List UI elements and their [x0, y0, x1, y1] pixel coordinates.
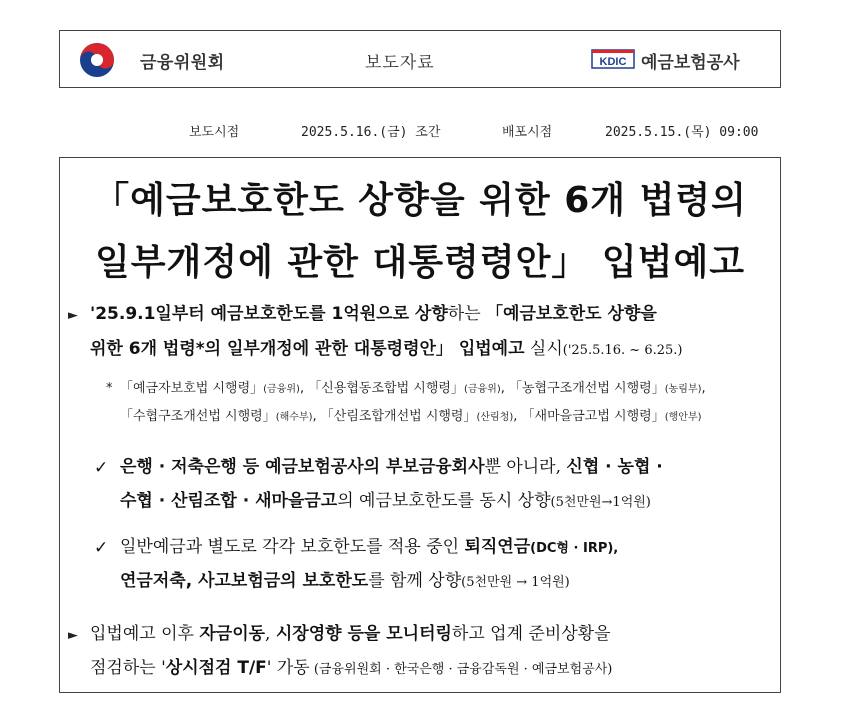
check-2-bold-b: 퇴직연금	[464, 537, 531, 557]
document-type-label: 보도자료	[365, 53, 435, 73]
header-box	[59, 30, 781, 88]
check-1-line-1	[120, 452, 663, 482]
bullet-1-bold-d: 위한 6개 법령*의 일부개정에 관한 대통령령안」 입법예고	[90, 339, 525, 359]
footnote-agency-4: (해수부)	[275, 412, 313, 423]
check-1-bold-d: 수협 · 산림조합 · 새마을금고	[120, 491, 338, 511]
check-1-bold-c: 신협 · 농협 ·	[566, 457, 663, 477]
bullet-1-period: ('25.5.16. ~ 6.25.)	[562, 343, 683, 358]
footnote-line-2	[120, 406, 702, 429]
check-2-bold-d: 연금저축, 사고보험금의 보호한도	[120, 571, 369, 591]
main-content-box	[59, 157, 781, 693]
footnote-law-3: , 「농협구조개선법 시행령」	[500, 381, 665, 396]
check-1-amount: (5천만원→1억원)	[550, 495, 651, 510]
check-2-line-1	[120, 532, 618, 564]
check-2-text-a: 일반예금과 별도로 각각 보호한도를 적용 중인	[120, 537, 465, 557]
bullet-1-text-e: 실시	[524, 339, 563, 359]
kdic-logo-icon	[591, 47, 635, 71]
check-1-line-2	[120, 486, 651, 518]
check-1-text-b: 뿐 아니라,	[484, 457, 567, 477]
footnote-star: *	[106, 381, 113, 396]
title-line-1: 「예금보호한도 상향을 위한 6개 법령의	[93, 180, 747, 221]
footnote-agency-5: (산림청)	[476, 412, 514, 423]
bullet-1-line-1	[90, 299, 657, 329]
bullet-2-bold-b: 자금이동	[199, 624, 266, 644]
footnote-agency-2: (금융위)	[463, 384, 501, 395]
kdic-org-name: 예금보험공사	[641, 53, 740, 73]
bullet-2-text-a: 입법예고 이후	[90, 624, 200, 644]
check-2-text-e: 를 함께 상향	[368, 571, 462, 591]
bullet-marker: ►	[68, 628, 78, 643]
bullet-2-text-e: 하고 업계 준비상황을	[451, 624, 611, 644]
footnote-law-2: , 「신용협동조합법 시행령」	[299, 381, 464, 396]
title-line-2: 일부개정에 관한 대통령령안」 입법예고	[94, 242, 746, 283]
bullet-1-text-b: 하는	[447, 304, 487, 324]
bullet-2-bold-g: 상시점검 T/F	[165, 658, 267, 678]
bullet-2-bold-d: 시장영향 등을 모니터링	[275, 624, 452, 644]
footnote-law-4: 「수협구조개선법 시행령」	[120, 409, 276, 424]
check-1-bold-a: 은행 · 저축은행 등 예금보험공사의 부보금융회사	[120, 457, 485, 477]
bullet-2-line-2	[90, 653, 612, 685]
distribution-time-value: 2025.5.15.(목) 09:00	[605, 125, 759, 140]
check-1-text-e: 의 예금보호한도를 동시 상향	[337, 491, 551, 511]
release-time-value: 2025.5.16.(금) 조간	[301, 125, 441, 140]
bullet-2-line-1	[90, 619, 611, 649]
footnote-comma: ,	[701, 381, 706, 396]
check-mark-icon: ✓	[94, 458, 109, 478]
footnote-law-1: 「예금자보호법 시행령」	[120, 381, 264, 396]
bullet-2-agencies: (금융위원회 · 한국은행 · 금융감독원 · 예금보험공사)	[309, 662, 613, 677]
kdic-logo-text: KDIC	[599, 56, 627, 68]
footnote-agency-1: (금융위)	[263, 384, 300, 395]
footnote-law-6: , 「새마을금고법 시행령」	[513, 409, 665, 424]
bullet-2-text-h: ' 가동	[266, 658, 310, 678]
check-2-bold-c: (DC형 · IRP),	[530, 541, 619, 556]
fsc-org-name: 금융위원회	[140, 53, 225, 73]
release-time-label: 보도시점	[189, 125, 240, 140]
footnote-agency-3: (농림부)	[664, 384, 702, 395]
footnote-agency-6: (행안부)	[664, 412, 702, 423]
footnote-line-1	[120, 378, 706, 401]
distribution-time-label: 배포시점	[502, 125, 553, 140]
check-mark-icon: ✓	[94, 538, 109, 558]
bullet-marker: ►	[68, 308, 78, 323]
bullet-2-text-c: ,	[265, 624, 276, 644]
footnote-law-5: , 「산림조합개선법 시행령」	[312, 409, 477, 424]
bullet-1-bold-c: 「예금보호한도 상향을	[486, 304, 657, 324]
bullet-1-bold-a: '25.9.1일부터 예금보호한도를 1억원으로 상향	[90, 304, 448, 324]
bullet-1-line-2	[90, 334, 682, 366]
check-2-amount: (5천만원 → 1억원)	[461, 575, 570, 590]
check-2-line-2	[120, 566, 570, 598]
fsc-taegeuk-logo-icon	[79, 42, 115, 78]
bullet-2-text-f: 점검하는 '	[90, 658, 166, 678]
